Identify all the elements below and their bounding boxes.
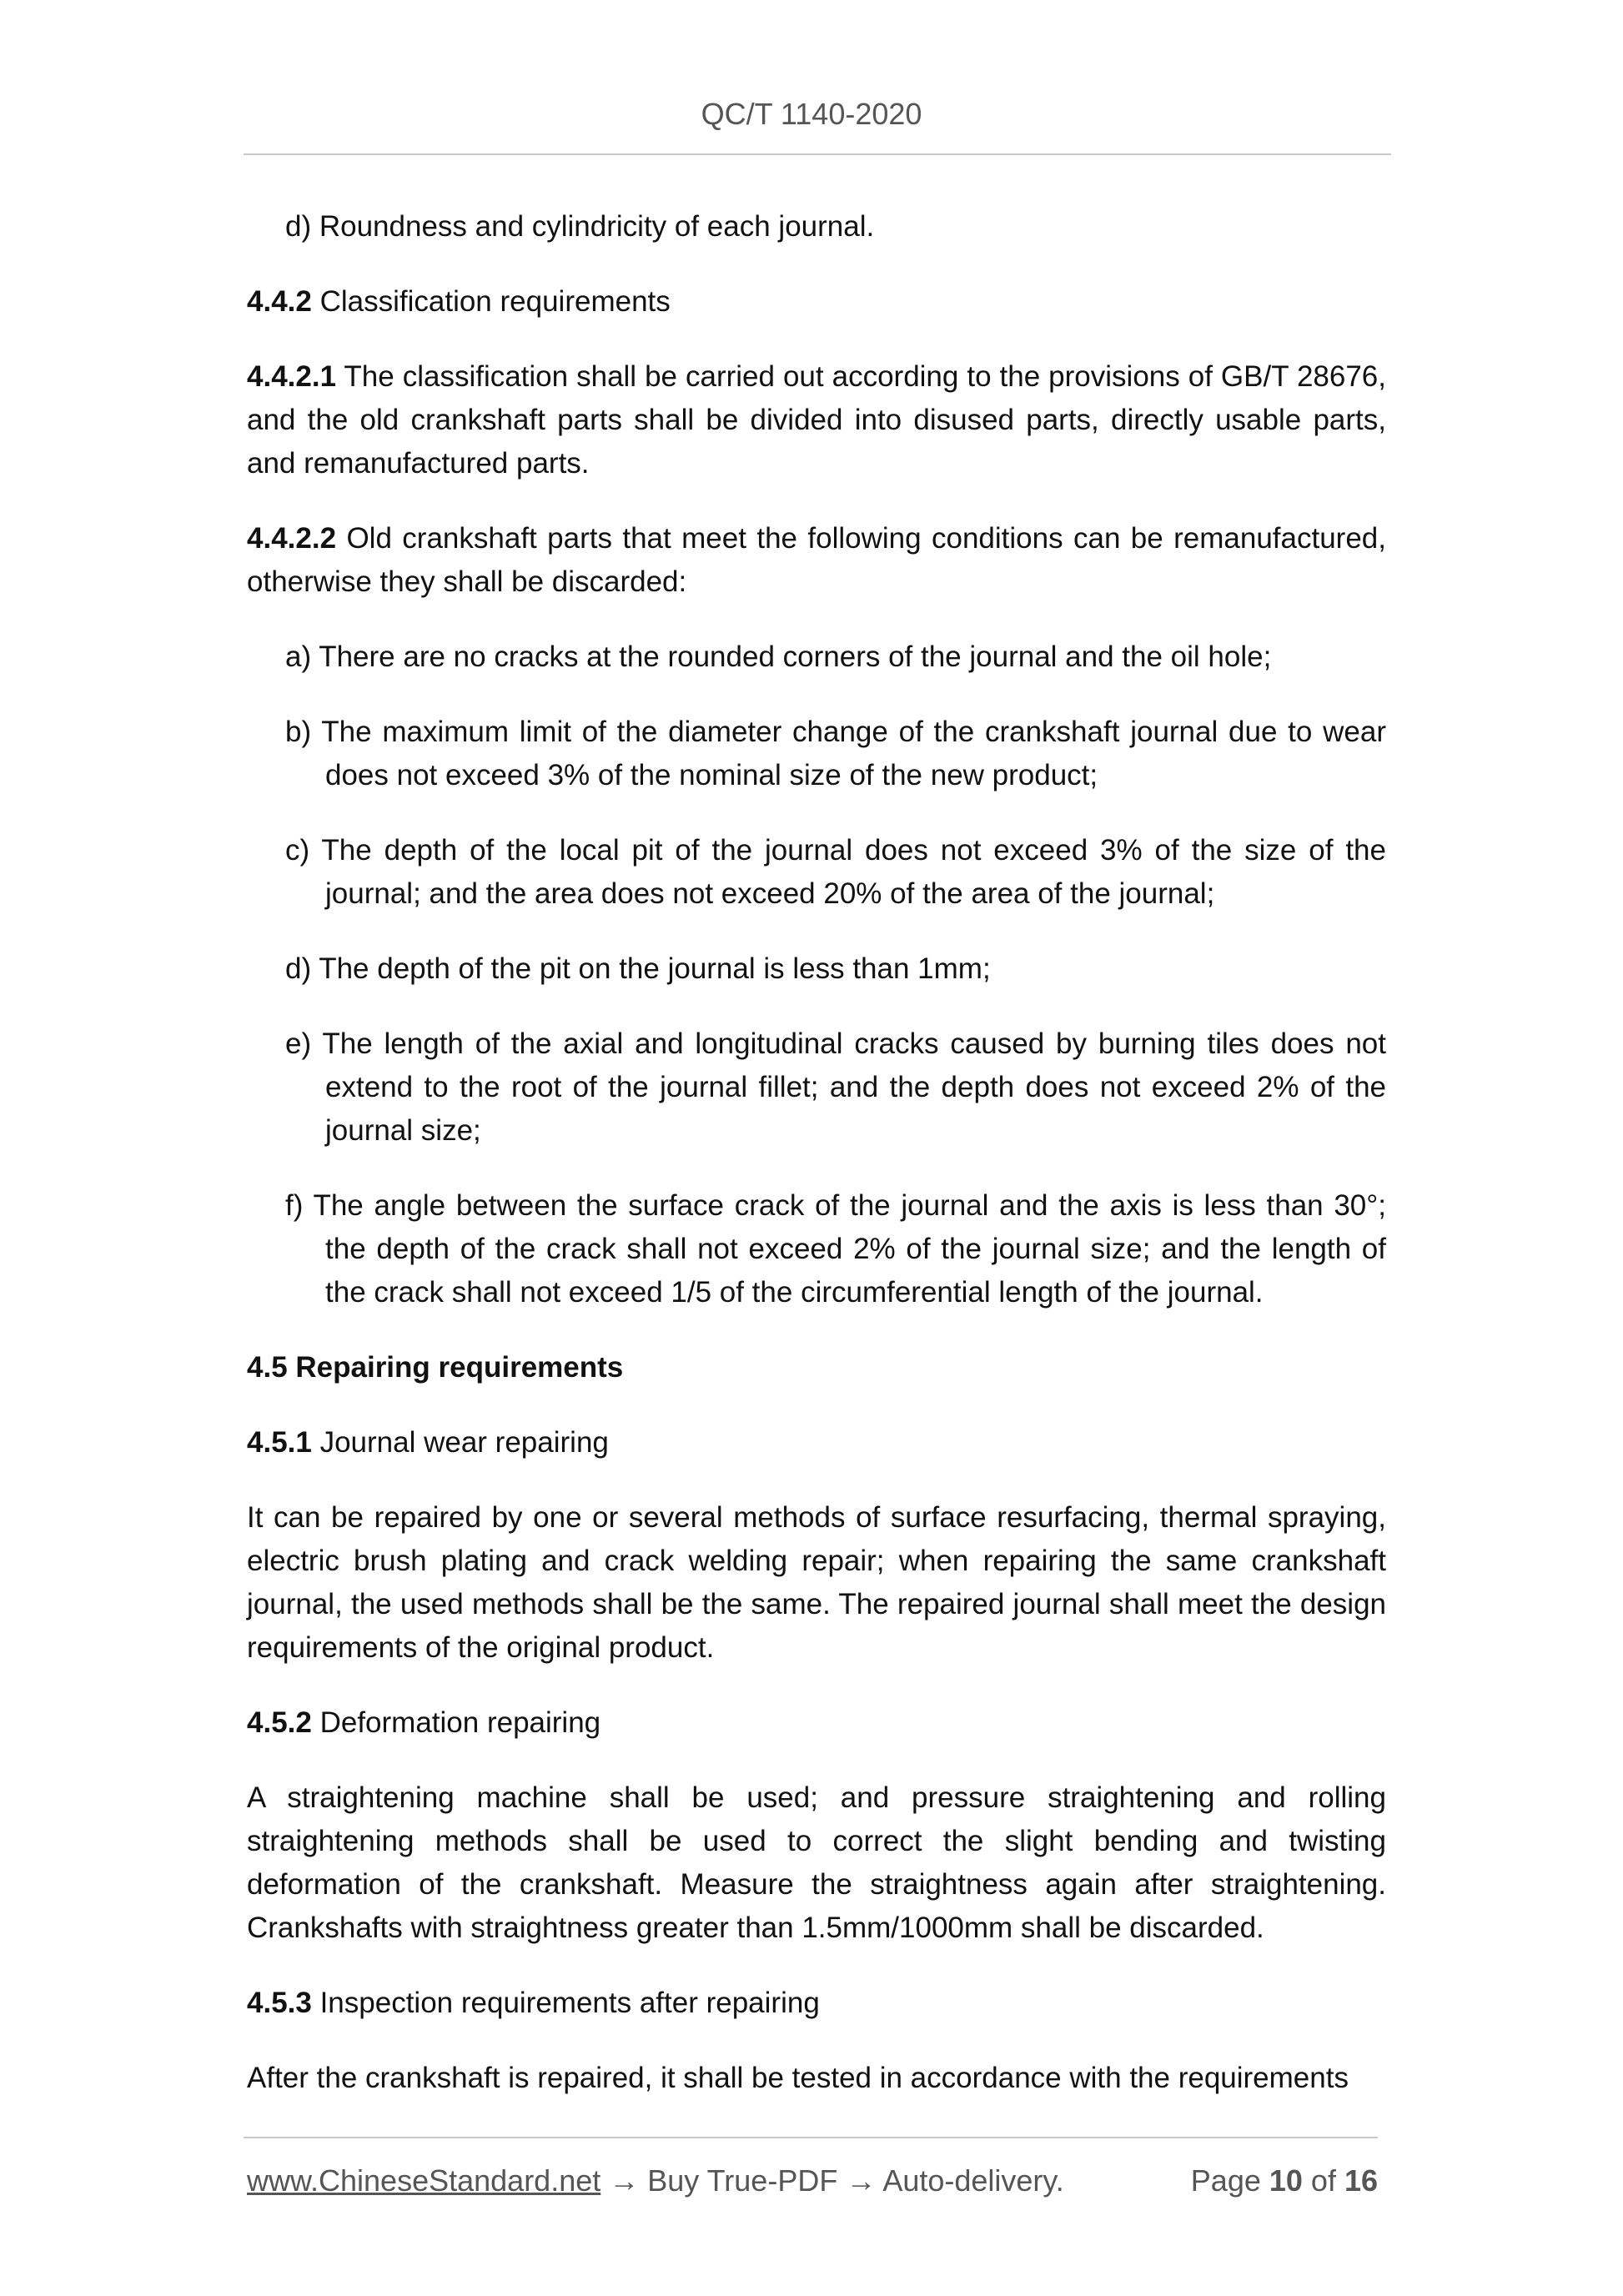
- section-title: Deformation repairing: [311, 1706, 601, 1739]
- section-title: Journal wear repairing: [311, 1426, 609, 1459]
- page-footer: [247, 2160, 1378, 2202]
- clause-text: Old crankshaft parts that meet the following conditions can be remanufactured, otherwise they shall be discarded:: [247, 522, 1386, 598]
- footer-promo: [247, 2160, 1064, 2202]
- footer-divider: [244, 2137, 1378, 2138]
- document-body: [247, 205, 1386, 2132]
- condition-f: f) The angle between the surface crack of the journal and the axis is less than 30°; the depth of the crack shall not exceed 2% of the journal size; and the length of the crack shall not exceed 1/5 of the circumferential length of the journal.: [285, 1189, 1386, 1309]
- section-number: 4.5.1: [247, 1426, 312, 1459]
- condition-a: a) There are no cracks at the rounded corners of the journal and the oil hole;: [285, 641, 1272, 673]
- clause-4-4-2-1: [247, 355, 1386, 485]
- clause-text: The classification shall be carried out according to the provisions of GB/T 28676, and the old crankshaft parts shall be divided into disused parts, directly usable parts, and remanufactured parts.: [247, 360, 1386, 480]
- section-4-5-2-text: A straightening machine shall be used; and pressure straightening and rolling straightening methods shall be used to correct the slight bending and twisting deformation of the crankshaft. Measure the straightness again after straightening. Crankshafts with straightness greater than 1.5mm/1000mm shall be discarded.: [247, 1781, 1386, 1944]
- condition-b: b) The maximum limit of the diameter change of the crankshaft journal due to wear does not exceed 3% of the nominal size of the new product;: [285, 716, 1386, 791]
- section-number: 4.5.2: [247, 1706, 312, 1739]
- total-pages-number: 16: [1344, 2163, 1378, 2198]
- section-title: Inspection requirements after repairing: [311, 1987, 820, 2019]
- section-4-5-3-text: After the crankshaft is repaired, it shall be tested in accordance with the requirements: [247, 2062, 1349, 2094]
- clause-4-4-2-2: [247, 517, 1386, 604]
- section-number: 4.5.3: [247, 1987, 312, 2019]
- header-divider: [244, 153, 1391, 155]
- section-title: Classification requirements: [311, 285, 671, 318]
- footer-promo-text: → Buy True-PDF → Auto-delivery.: [600, 2163, 1064, 2198]
- section-number: 4.4.2: [247, 285, 312, 318]
- section-4-4-2-heading: [247, 280, 1386, 324]
- page-indicator: [1191, 2160, 1378, 2202]
- page-header: QC/T 1140-2020: [701, 97, 922, 131]
- of-label: of: [1302, 2163, 1344, 2198]
- section-4-5-1-heading: [247, 1421, 1386, 1465]
- condition-e: e) The length of the axial and longitudinal cracks caused by burning tiles does not extend to the root of the journal fillet; and the depth does not exceed 2% of the journal size;: [285, 1027, 1386, 1147]
- section-4-5-3-heading: [247, 1982, 1386, 2025]
- section-4-5-1-text: It can be repaired by one or several methods of surface resurfacing, thermal spraying, electric brush plating and crack welding repair; when repairing the same crankshaft journal, the used methods shall be the same. The repaired journal shall meet the design requirements of the original product.: [247, 1501, 1386, 1664]
- section-4-5-heading: 4.5 Repairing requirements: [247, 1351, 624, 1384]
- requirement-d-roundness: d) Roundness and cylindricity of each journal.: [285, 210, 875, 243]
- current-page-number: 10: [1269, 2163, 1303, 2198]
- condition-c: c) The depth of the local pit of the journal does not exceed 3% of the size of the journal; and the area does not exceed 20% of the area of the journal;: [285, 834, 1386, 910]
- condition-d: d) The depth of the pit on the journal is less than 1mm;: [285, 952, 991, 985]
- page-label: Page: [1190, 2163, 1269, 2198]
- clause-number: 4.4.2.1: [247, 360, 337, 393]
- section-4-5-2-heading: [247, 1701, 1386, 1745]
- clause-number: 4.4.2.2: [247, 522, 337, 555]
- website-link[interactable]: www.ChineseStandard.net: [247, 2163, 601, 2198]
